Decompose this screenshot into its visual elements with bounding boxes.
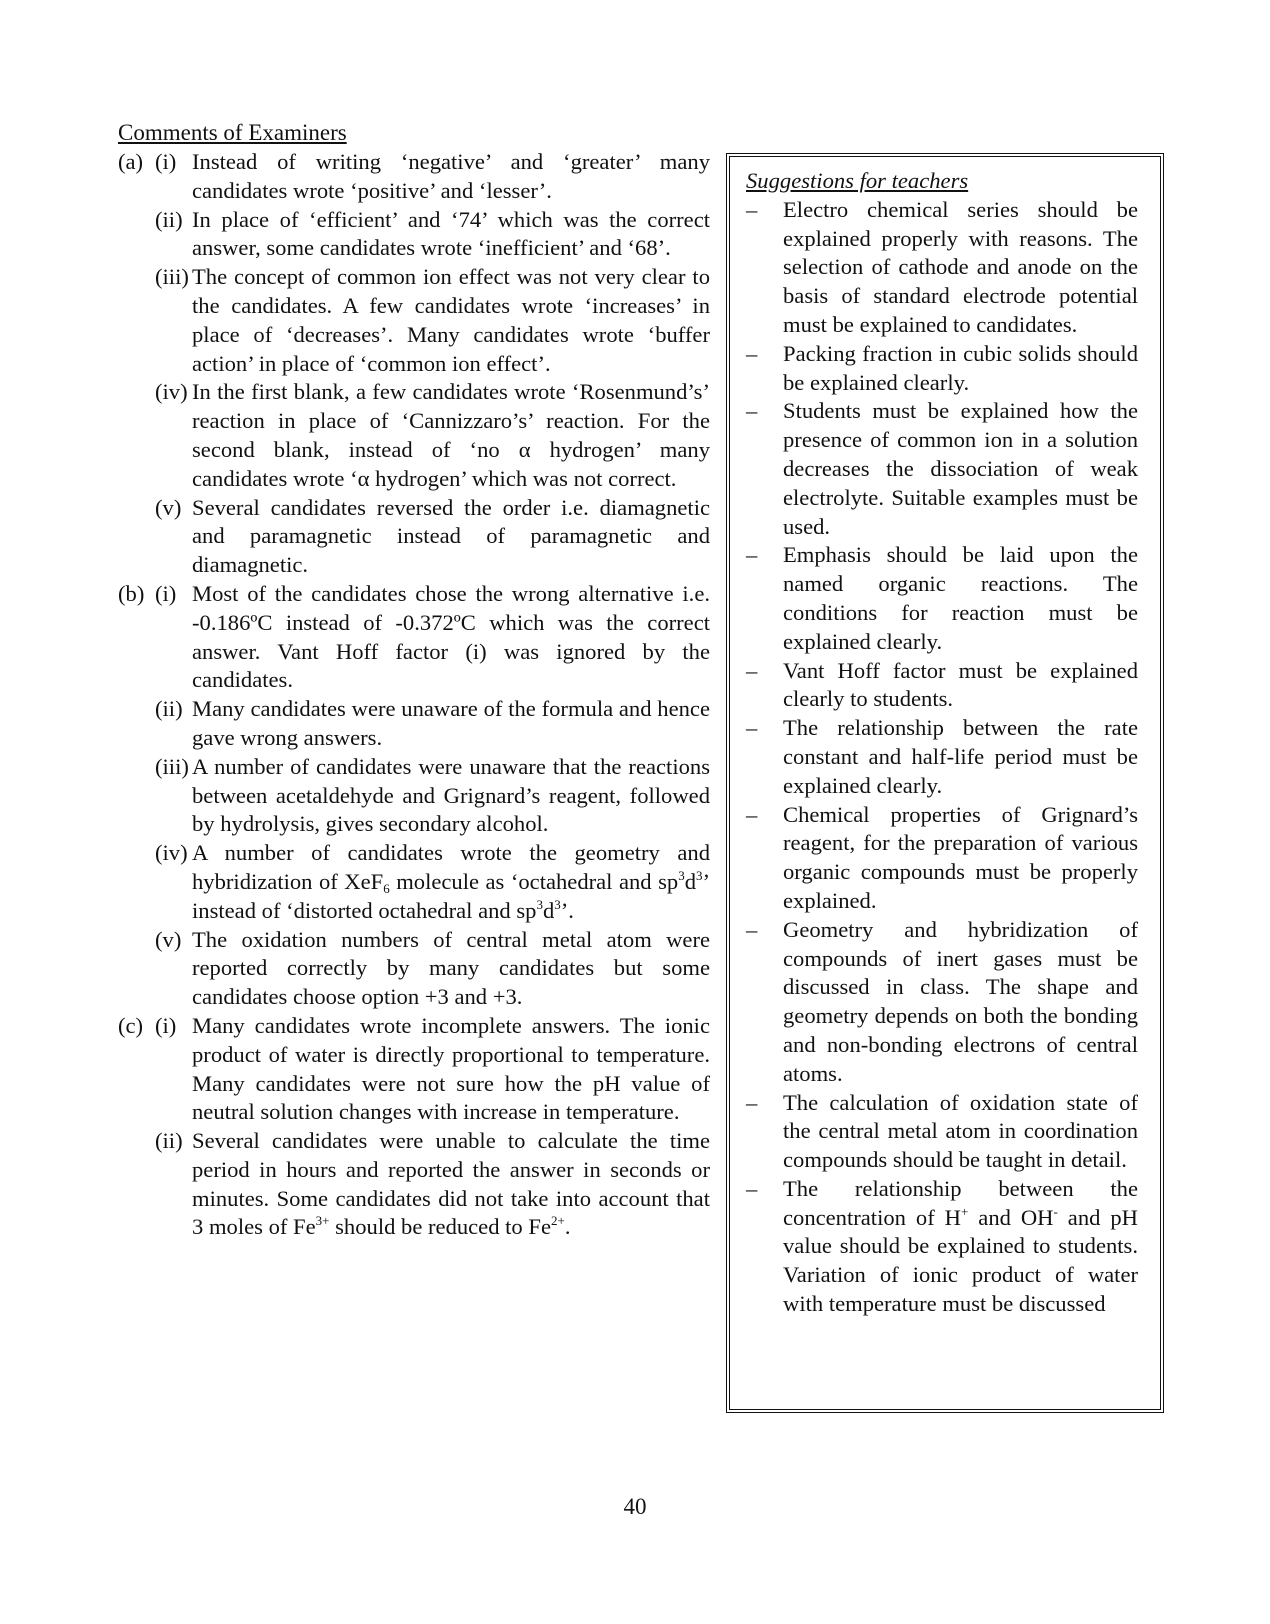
suggestion-item: – The relationship between the concentration of H+ and OH- and pH value should be explained to students. Variation of ionic product of water with temperature must be discussed: [746, 1175, 1138, 1319]
comment-sub-label: (v): [155, 494, 182, 520]
comment-b-iv: [118, 839, 710, 925]
dash-bullet: –: [746, 715, 758, 741]
comment-sub-label: (iii): [155, 753, 189, 779]
dash-bullet: –: [746, 1175, 758, 1201]
comment-a-iv: [118, 378, 710, 493]
dash-bullet: –: [746, 398, 758, 424]
comment-text: A number of candidates were unaware that the reactions between acetaldehyde and Grignard’s reagent, followed by hydrolysis, gives secondary alcohol.: [192, 753, 710, 837]
comment-text: In place of ‘efficient’ and ‘74’ which was the correct answer, some candidates wrote ‘inefficient’ and ‘68’.: [192, 206, 710, 261]
suggestions-title: Suggestions for teachers: [746, 168, 969, 193]
comment-text: Many candidates were unaware of the formula and hence gave wrong answers.: [192, 696, 710, 750]
comment-part-label: [118, 753, 155, 839]
comment-part-label: (b): [118, 580, 145, 606]
comment-text: Several candidates reversed the order i.e. diamagnetic and paramagnetic instead of paramagnetic and diamagnetic.: [192, 494, 710, 578]
suggestion-item: – Geometry and hybridization of compounds of inert gases must be discussed in class. The shape and geometry depends on both the bonding and non-bonding electrons of central atoms.: [746, 916, 1138, 1089]
comment-text: A number of candidates wrote the geometry and hybridization of XeF$_6$ molecule as ‘octahedral and $sp^3d^3$’ instead of ‘distorted octahedral and $sp^3d^3$’.: [192, 840, 711, 923]
comment-a-iii: [118, 263, 710, 378]
suggestion-item: – The relationship between the rate constant and half-life period must be explained clearly.: [746, 714, 1138, 800]
comment-sub-label: (i): [155, 1012, 177, 1038]
comment-a-v: [118, 494, 710, 580]
dash-bullet: –: [746, 916, 758, 942]
comment-part-label: [118, 263, 155, 378]
comment-part-label: (a): [118, 149, 144, 174]
comment-b-v: [118, 926, 710, 1012]
comment-part-label: [118, 494, 155, 580]
suggestion-item: – Packing fraction in cubic solids should be explained clearly.: [746, 340, 1138, 398]
suggestion-item: – Vant Hoff factor must be explained clearly to students.: [746, 657, 1138, 715]
comment-sub-label: (i): [155, 149, 177, 174]
comment-sub-label: (iv): [155, 840, 188, 866]
comment-text: Several candidates were unable to calculate the time period in hours and reported the answer in seconds or minutes. Some candidates did not take into account that 3 moles of $Fe^{3+}$ should be reduced to $Fe^{2+}$.: [192, 1128, 710, 1240]
comment-part-label: [118, 378, 155, 493]
dash-bullet: –: [746, 657, 758, 683]
comment-part-label: [118, 206, 155, 264]
dash-bullet: –: [746, 196, 758, 222]
suggestion-item: – Emphasis should be laid upon the named organic reactions. The conditions for reaction must be explained clearly.: [746, 541, 1138, 656]
dash-bullet: –: [746, 542, 758, 568]
comment-sub-label: (ii): [155, 206, 183, 232]
examiner-comments: [118, 148, 710, 1242]
comment-text: Most of the candidates chose the wrong alternative i.e. -0.186ºC instead of -0.372ºC which was the correct answer. Vant Hoff factor (i) was ignored by the candidates.: [192, 580, 710, 693]
comment-b-iii: [118, 753, 710, 839]
comment-sub-label: (i): [155, 580, 177, 606]
dash-bullet: –: [746, 801, 758, 827]
comment-b-ii: [118, 695, 710, 753]
comment-part-label: [118, 1127, 155, 1242]
suggestions-content: [746, 167, 1138, 1319]
section-heading: Comments of Examiners: [118, 120, 347, 145]
suggestion-item: – Electro chemical series should be explained properly with reasons. The selection of cathode and anode on the basis of standard electrode potential must be explained to candidates.: [746, 196, 1138, 340]
dash-bullet: –: [746, 1089, 758, 1115]
comment-sub-label: (iv): [155, 379, 188, 405]
comment-text: In the first blank, a few candidates wrote ‘Rosenmund’s’ reaction in place of ‘Cannizzaro’s’ reaction. For the second blank, instead of ‘no α hydrogen’ many candidates wrote ‘α hydrogen’ which was not correct.: [192, 379, 710, 491]
comment-part-label: [118, 839, 155, 925]
suggestion-item: – Chemical properties of Grignard’s reagent, for the preparation of various organic compounds must be properly explained.: [746, 801, 1138, 916]
suggestion-item: – Students must be explained how the presence of common ion in a solution decreases the dissociation of weak electrolyte. Suitable examples must be used.: [746, 397, 1138, 541]
dash-bullet: –: [746, 340, 758, 366]
comment-part-label: [118, 926, 155, 1012]
comment-part-label: [118, 695, 155, 753]
comment-sub-label: (v): [155, 926, 182, 952]
comment-a-i: [118, 148, 710, 206]
comment-part-label: (c): [118, 1012, 144, 1038]
suggestions-box: [726, 153, 1164, 1413]
comment-sub-label: (ii): [155, 696, 183, 722]
comment-text: Instead of writing ‘negative’ and ‘greater’ many candidates wrote ‘positive’ and ‘lesser’.: [192, 149, 710, 203]
comment-c-i: [118, 1012, 710, 1127]
page-number: 40: [623, 1494, 647, 1519]
comment-text: The concept of common ion effect was not very clear to the candidates. A few candidates wrote ‘increases’ in place of ‘decreases’. Many candidates wrote ‘buffer action’ in place of ‘common ion effect’.: [192, 264, 710, 376]
comment-text: Many candidates wrote incomplete answers. The ionic product of water is directly proportional to temperature. Many candidates were not sure how the pH value of neutral solution changes with increase in temperature.: [192, 1012, 710, 1125]
comment-sub-label: (iii): [155, 264, 189, 290]
comment-a-ii: [118, 206, 710, 264]
comment-sub-label: (ii): [155, 1128, 183, 1154]
comment-text: The oxidation numbers of central metal atom were reported correctly by many candidates but some candidates choose option +3 and +3.: [192, 926, 710, 1010]
comment-b-i: [118, 580, 710, 695]
comment-c-ii: [118, 1127, 710, 1242]
suggestion-item: – The calculation of oxidation state of the central metal atom in coordination compounds should be taught in detail.: [746, 1089, 1138, 1175]
